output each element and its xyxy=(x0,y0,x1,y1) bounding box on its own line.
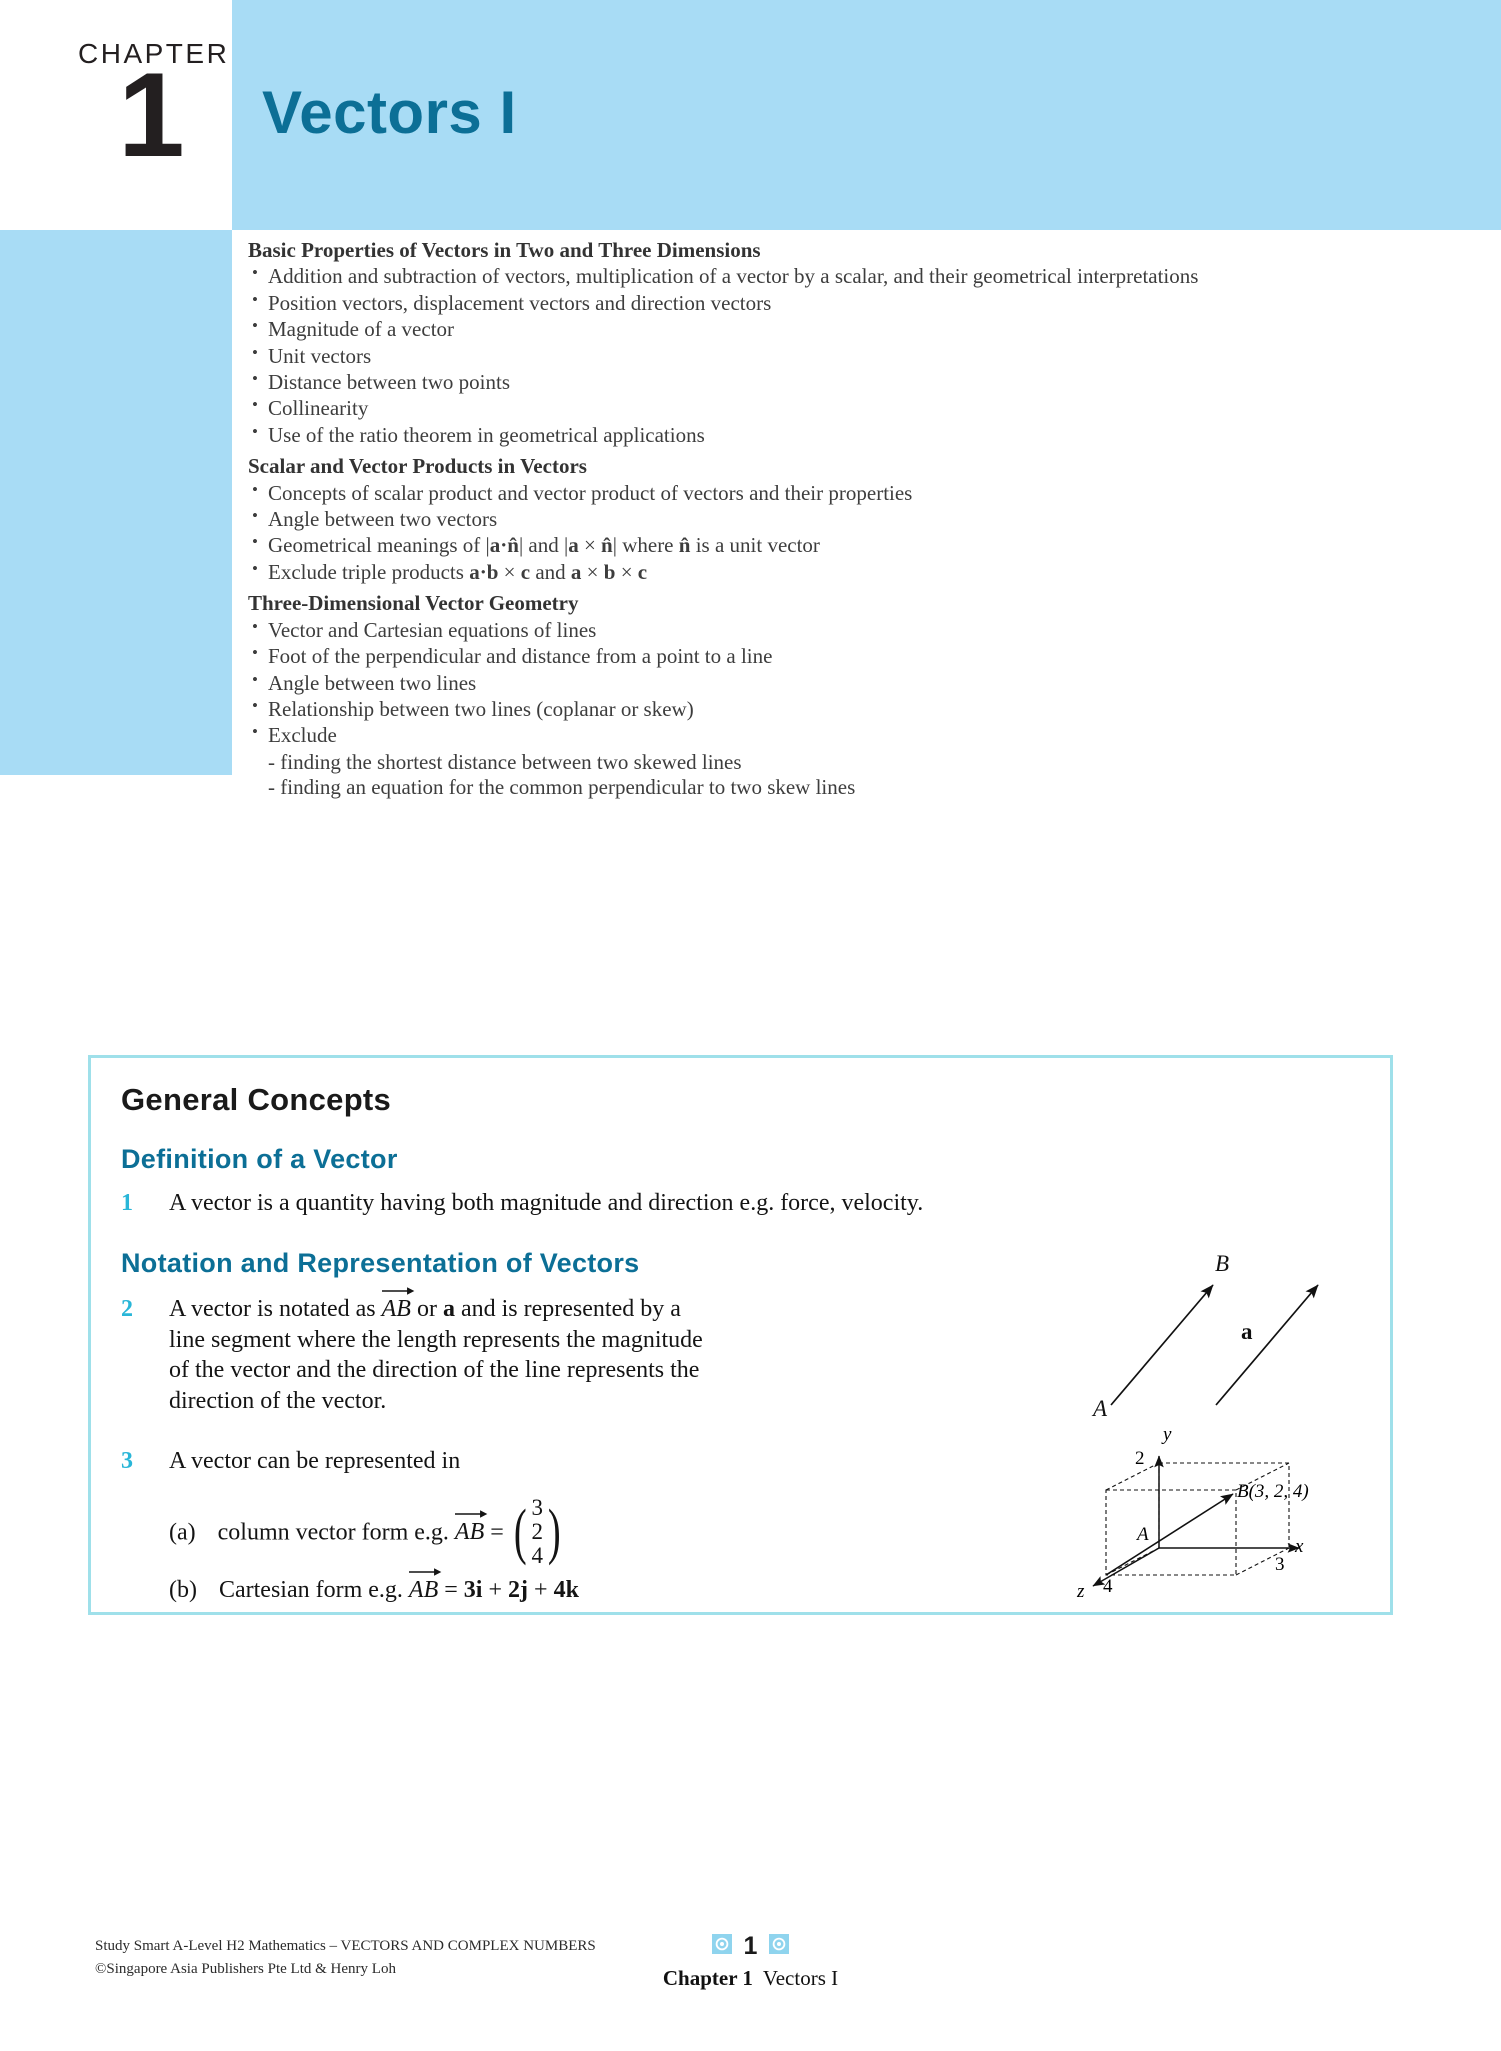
dot-operator: · xyxy=(500,533,508,558)
item2-pre: A vector is notated as xyxy=(169,1296,382,1322)
vector-arrow-icon-3a xyxy=(455,1509,487,1517)
item2-post: and is represented by a xyxy=(454,1296,681,1322)
axis-label-x: x xyxy=(1295,1536,1304,1557)
geom-mid: and xyxy=(523,533,564,558)
list-item: • Position vectors, displacement vectors and direction vectors xyxy=(248,291,1477,316)
footer-chapter-title: Vectors I xyxy=(762,1966,839,1990)
geom-suffix: where xyxy=(616,533,679,558)
footer-line-1: Study Smart A-Level H2 Mathematics – VECTORS AND COMPLEX NUMBERS xyxy=(95,1938,596,1954)
list-item: • Magnitude of a vector xyxy=(248,317,1477,342)
vector-b-2: b xyxy=(603,559,616,584)
syllabus-list-1 xyxy=(248,264,1477,448)
dot-operator-2: · xyxy=(479,559,487,584)
footer-page-number-group xyxy=(0,1932,1501,1961)
tick-label-x: 3 xyxy=(1275,1554,1285,1575)
footer-chapter-label: Chapter 1 xyxy=(662,1966,753,1990)
syllabus-band xyxy=(0,230,1501,800)
item-1-text: A vector is a quantity having both magnitude and direction e.g. force, velocity. xyxy=(169,1190,924,1216)
syllabus-list-2 xyxy=(248,481,1477,586)
cross-operator-3: × xyxy=(586,559,599,584)
plus-1: + xyxy=(482,1577,509,1603)
list-item: • Collinearity xyxy=(248,396,1477,421)
item-3a-eq: = xyxy=(484,1519,510,1546)
geom-end: is a unit vector xyxy=(690,533,820,558)
unit-vector-n-hat: n̂ xyxy=(507,533,519,558)
page-footer xyxy=(0,1932,1501,2025)
header-white-block xyxy=(0,0,232,230)
vector-c-2: c xyxy=(637,559,648,584)
vector-AB-arrow xyxy=(1111,1285,1213,1405)
subheading-definition-of-a-vector: Definition of a Vector xyxy=(121,1144,398,1174)
axis-label-y: y xyxy=(1163,1424,1172,1445)
vector-AB-3d xyxy=(1106,1494,1233,1575)
list-item: • Foot of the perpendicular and distance from a point to a line xyxy=(248,644,1477,669)
plus-2: + xyxy=(528,1577,554,1603)
item-2-line-2: line segment where the length represents the magnitude xyxy=(169,1326,703,1353)
syllabus-heading-3: Three-Dimensional Vector Geometry xyxy=(248,591,579,616)
vector-a-4: a xyxy=(570,559,582,584)
sub-list-item: - finding an equation for the common perpendicular to two skew lines xyxy=(268,775,856,800)
vector-AB-notation-3b xyxy=(409,1573,438,1606)
vector-a-3: a xyxy=(469,559,480,584)
geom-prefix: Geometrical meanings of xyxy=(268,533,486,558)
bar-close-2: | xyxy=(612,533,617,558)
syllabus-content xyxy=(248,238,1477,801)
bracket-left: ( xyxy=(513,1497,527,1566)
item-number-1: 1 xyxy=(121,1190,133,1216)
bar-open: | xyxy=(485,533,490,558)
unit-vector-n-hat-2: n̂ xyxy=(601,533,613,558)
list-item: • Unit vectors xyxy=(248,344,1477,369)
vector-AB-label-3a: AB xyxy=(454,1519,485,1546)
general-concepts-title: General Concepts xyxy=(121,1082,392,1117)
column-value-x: 3 xyxy=(531,1495,543,1520)
column-value-z: 4 xyxy=(531,1542,543,1568)
vector-a-bold: a xyxy=(442,1296,455,1322)
vector-c: c xyxy=(520,559,531,584)
vector-a: a xyxy=(489,533,501,558)
cross-operator-4: × xyxy=(620,559,633,584)
point-B-italic xyxy=(1237,1481,1309,1502)
vector-b: b xyxy=(486,559,499,584)
column-vector-values xyxy=(530,1496,544,1568)
vector-a-arrow xyxy=(1216,1285,1318,1405)
vector-pair-svg xyxy=(1101,1263,1381,1438)
item-2-line-3: of the vector and the direction of the line represents the xyxy=(169,1357,700,1384)
chapter-word-label: CHAPTER xyxy=(78,38,230,69)
general-concepts-card xyxy=(88,1055,1393,1615)
term-4k: 4k xyxy=(553,1577,579,1603)
point-label-A: A xyxy=(1137,1524,1149,1545)
item-2-text xyxy=(169,1292,799,1417)
page-title: Vectors I xyxy=(262,79,517,146)
term-3i: 3i xyxy=(463,1577,483,1603)
item-3b-label: (b) xyxy=(169,1577,197,1603)
diagram-label-A: A xyxy=(1093,1396,1108,1421)
list-item: • Relationship between two lines (coplanar or skew) xyxy=(248,697,1477,722)
cross-operator-2: × xyxy=(503,559,516,584)
bar-open-2: | xyxy=(563,533,569,558)
column-vector xyxy=(510,1496,565,1568)
item-2-line-1 xyxy=(169,1292,799,1325)
vector-AB-label: AB xyxy=(381,1296,411,1322)
three-d-box-diagram xyxy=(1051,1424,1381,1613)
bar-close: | xyxy=(518,533,524,558)
diagram-label-B: B xyxy=(1215,1251,1230,1276)
item-3b xyxy=(169,1573,769,1606)
vector-AB-label-3b: AB xyxy=(408,1577,439,1603)
item-number-3: 3 xyxy=(121,1448,133,1474)
list-item: • Use of the ratio theorem in geometrical applications xyxy=(248,423,1477,448)
three-d-box-svg xyxy=(1051,1428,1381,1613)
exclude-mid: and xyxy=(530,559,571,584)
syllabus-white-panel xyxy=(232,230,1501,800)
tick-label-z: 4 xyxy=(1103,1576,1113,1597)
chapter-header xyxy=(0,0,1501,230)
footer-chapter-line xyxy=(0,1966,1501,1991)
item-number-2: 2 xyxy=(121,1296,133,1322)
vector-AB-notation xyxy=(382,1292,411,1325)
vector-AB-notation-3a xyxy=(455,1515,484,1548)
syllabus-list-3 xyxy=(248,618,1477,749)
unit-vector-n-hat-3: n̂ xyxy=(678,533,691,558)
list-item: • Addition and subtraction of vectors, multiplication of a vector by a scalar, and their geometrical interpretations xyxy=(248,264,1477,289)
list-item: • Vector and Cartesian equations of lines xyxy=(248,618,1477,643)
page-deco-left-icon xyxy=(712,1934,732,1959)
cross-operator: × xyxy=(583,533,596,558)
list-item-exclude-triple-products xyxy=(248,560,1477,585)
syllabus-subitems xyxy=(248,750,1477,801)
diagram-label-a: a xyxy=(1241,1319,1253,1344)
vector-arrow-icon xyxy=(382,1286,414,1294)
chapter-number: 1 xyxy=(118,48,185,182)
list-item: • Angle between two vectors xyxy=(248,507,1477,532)
list-item: • Concepts of scalar product and vector product of vectors and their properties xyxy=(248,481,1477,506)
point-B-text: B(3, 2, 4) xyxy=(1237,1481,1309,1502)
item-3b-eq: = xyxy=(438,1577,464,1603)
vector-pair-diagram xyxy=(1093,1251,1381,1438)
item-3-lead: A vector can be represented in xyxy=(169,1448,461,1474)
footer-line-2: ©Singapore Asia Publishers Pte Ltd & Henry Loh xyxy=(95,1961,396,1978)
vector-a-2: a xyxy=(568,533,579,558)
syllabus-heading-2: Scalar and Vector Products in Vectors xyxy=(248,454,587,479)
list-item: • Exclude xyxy=(248,723,1477,748)
item-3a-text: column vector form e.g. xyxy=(217,1519,455,1546)
item-3a-label: (a) xyxy=(169,1519,196,1546)
exclude-prefix: Exclude triple products xyxy=(268,559,470,584)
axis-label-z: z xyxy=(1077,1581,1085,1602)
tick-label-y: 2 xyxy=(1135,1448,1145,1469)
item2-mid: or xyxy=(410,1296,443,1322)
column-value-y: 2 xyxy=(531,1518,543,1544)
page-deco-right-icon xyxy=(769,1934,789,1959)
list-item-geometrical-meanings xyxy=(248,533,1477,558)
item-3a xyxy=(169,1495,689,1570)
vector-arrow-icon-3b xyxy=(409,1567,441,1575)
list-item: • Angle between two lines xyxy=(248,671,1477,696)
bracket-right: ) xyxy=(547,1497,561,1566)
sub-list-item: - finding the shortest distance between two skewed lines xyxy=(268,749,742,774)
list-item: • Distance between two points xyxy=(248,370,1477,395)
term-2j: 2j xyxy=(508,1577,529,1603)
item-2-line-4: direction of the vector. xyxy=(169,1388,387,1415)
subheading-notation-and-representation: Notation and Representation of Vectors xyxy=(121,1248,640,1278)
syllabus-heading-1: Basic Properties of Vectors in Two and Three Dimensions xyxy=(248,238,761,262)
point-label-B xyxy=(1237,1481,1309,1503)
page-number: 1 xyxy=(743,1932,758,1960)
item-3b-text: Cartesian form e.g. xyxy=(218,1577,409,1603)
